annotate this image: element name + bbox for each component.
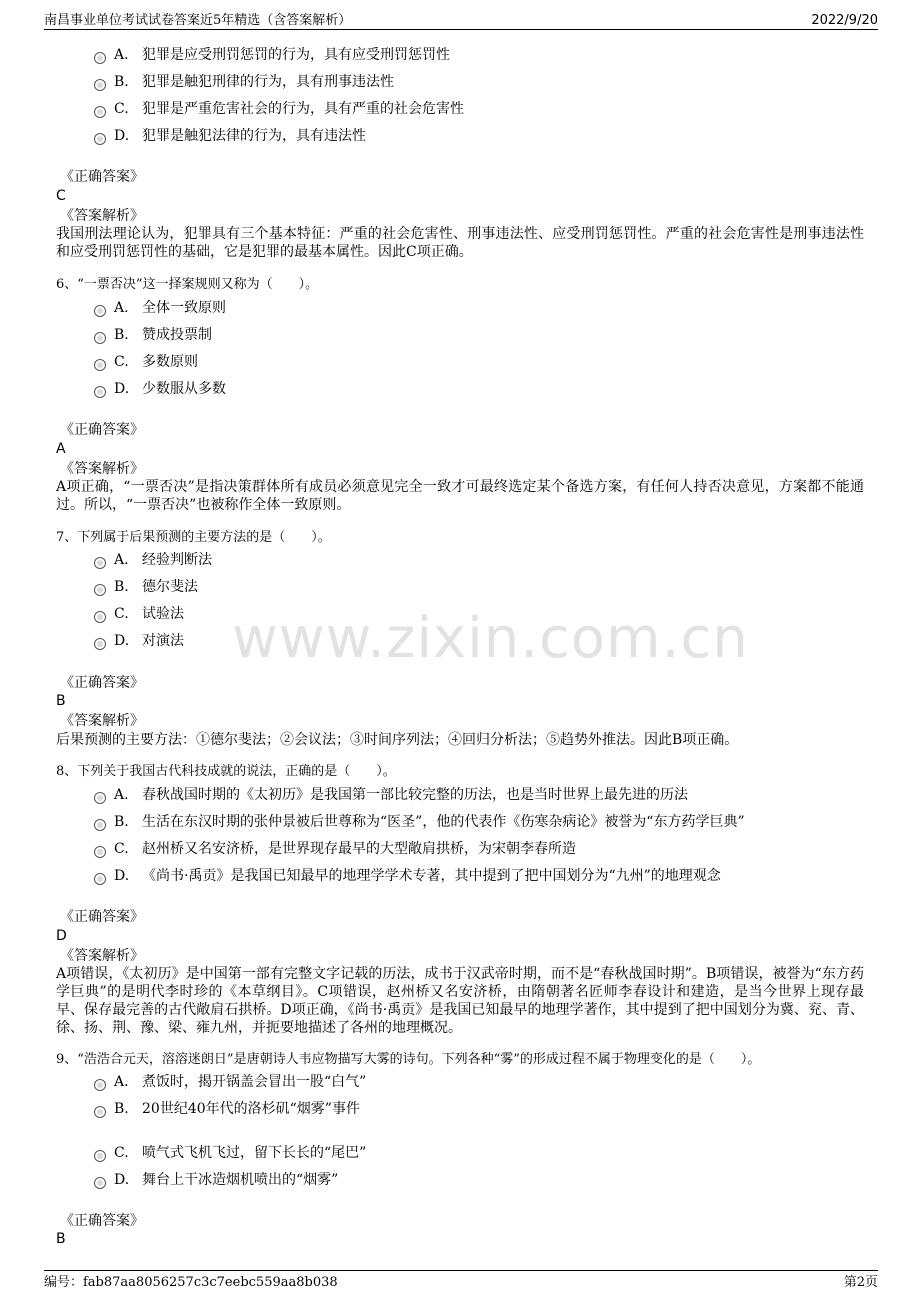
question-text: 9、“浩浩合元天，溶溶迷朗日”是唐朝诗人韦应物描写大雾的诗句。下列各种“雾”的形成过程不属于物理变化的是（ ）。: [56, 1052, 761, 1067]
option-c[interactable]: C. 试验法: [94, 602, 184, 626]
correct-answer-label: 《正确答案》: [60, 675, 144, 691]
option-d[interactable]: D. 犯罪是触犯法律的行为，具有违法性: [94, 124, 366, 148]
radio-icon[interactable]: [94, 1079, 106, 1091]
radio-icon[interactable]: [94, 133, 106, 145]
correct-answer-label: 《正确答案》: [60, 169, 144, 185]
watermark: www.zixin.com.cn: [232, 606, 749, 671]
analysis-text: A项错误，《太初历》是中国第一部有完整文字记载的历法，成书于汉武帝时期，而不是“春秋战国时期”。B项错误，被誉为“东方药学巨典”的是明代李时珍的《本草纲目》。C项错误，赵州桥又名安济桥，由隋朝著名匠师李春设计和建造，是当今世界上现存最早、保存最完善的古代敞肩石拱桥。D项正确，《尚书·禹贡》是我国已知最早的地理学著作，其中提到了把中国划分为冀、兖、青、徐、扬、荆、豫、梁、雍九州，并扼要地描述了各州的地理概况。: [56, 966, 864, 1036]
correct-answer: B: [56, 1231, 66, 1247]
option-b[interactable]: B. 20世纪40年代的洛杉矶“烟雾”事件: [94, 1097, 360, 1121]
analysis-text: 我国刑法理论认为，犯罪具有三个基本特征：严重的社会危害性、刑事违法性、应受刑罚惩罚性。严重的社会危害性是刑事违法性和应受刑罚惩罚性的基础，它是犯罪的最基本属性。因此C项正确。: [56, 226, 864, 260]
option-c[interactable]: C. 赵州桥又名安济桥，是世界现存最早的大型敞肩拱桥，为宋朝李春所造: [94, 837, 576, 861]
question-text: 7、下列属于后果预测的主要方法的是（ ）。: [56, 530, 331, 545]
option-b[interactable]: B. 德尔斐法: [94, 575, 198, 599]
option-c[interactable]: C. 喷气式飞机飞过，留下长长的“尾巴”: [94, 1141, 366, 1165]
radio-icon[interactable]: [94, 79, 106, 91]
radio-icon[interactable]: [94, 611, 106, 623]
radio-icon[interactable]: [94, 52, 106, 64]
radio-icon[interactable]: [94, 106, 106, 118]
document-date: 2022/9/20: [811, 13, 878, 28]
radio-icon[interactable]: [94, 638, 106, 650]
correct-answer: A: [56, 441, 66, 457]
option-a[interactable]: A. 犯罪是应受刑罚惩罚的行为，具有应受刑罚惩罚性: [94, 43, 450, 67]
analysis-label: 《答案解析》: [60, 461, 144, 477]
radio-icon[interactable]: [94, 873, 106, 885]
radio-icon[interactable]: [94, 332, 106, 344]
option-d[interactable]: D. 舞台上干冰造烟机喷出的“烟雾”: [94, 1168, 338, 1192]
radio-icon[interactable]: [94, 1177, 106, 1189]
radio-icon[interactable]: [94, 584, 106, 596]
document-code: 编号：fab87aa8056257c3c7eebc559aa8b038: [44, 1275, 338, 1290]
radio-icon[interactable]: [94, 305, 106, 317]
page-header: [44, 9, 878, 30]
correct-answer: D: [56, 928, 67, 944]
correct-answer-label: 《正确答案》: [60, 909, 144, 925]
correct-answer-label: 《正确答案》: [60, 422, 144, 438]
option-b[interactable]: B. 赞成投票制: [94, 323, 212, 347]
radio-icon[interactable]: [94, 792, 106, 804]
radio-icon[interactable]: [94, 1150, 106, 1162]
question-text: 6、“一票否决”这一择案规则又称为（ ）。: [56, 277, 319, 292]
radio-icon[interactable]: [94, 846, 106, 858]
option-a[interactable]: A. 春秋战国时期的《太初历》是我国第一部比较完整的历法，也是当时世界上最先进的历法: [94, 783, 688, 807]
option-a[interactable]: A. 全体一致原则: [94, 296, 226, 320]
radio-icon[interactable]: [94, 1106, 106, 1118]
page-number: 第2页: [843, 1275, 878, 1290]
page-footer: [44, 1270, 878, 1293]
correct-answer: B: [56, 693, 66, 709]
document-title: 南昌事业单位考试试卷答案近5年精选（含答案解析）: [44, 13, 352, 28]
analysis-label: 《答案解析》: [60, 713, 144, 729]
option-c[interactable]: C. 多数原则: [94, 350, 198, 374]
analysis-label: 《答案解析》: [60, 208, 144, 224]
radio-icon[interactable]: [94, 359, 106, 371]
option-c[interactable]: C. 犯罪是严重危害社会的行为，具有严重的社会危害性: [94, 97, 464, 121]
option-d[interactable]: D. 《尚书·禹贡》是我国已知最早的地理学学术专著，其中提到了把中国划分为“九州”的地理观念: [94, 864, 721, 888]
radio-icon[interactable]: [94, 386, 106, 398]
analysis-label: 《答案解析》: [60, 948, 144, 964]
correct-answer-label: 《正确答案》: [60, 1213, 144, 1229]
option-d[interactable]: D. 对演法: [94, 629, 184, 653]
option-b[interactable]: B. 犯罪是触犯刑律的行为，具有刑事违法性: [94, 70, 394, 94]
radio-icon[interactable]: [94, 557, 106, 569]
option-a[interactable]: A. 煮饭时，揭开锅盖会冒出一股“白气”: [94, 1070, 366, 1094]
question-text: 8、下列关于我国古代科技成就的说法，正确的是（ ）。: [56, 764, 396, 779]
option-b[interactable]: B. 生活在东汉时期的张仲景被后世尊称为“医圣”，他的代表作《伤寒杂病论》被誉为“东方药学巨典”: [94, 810, 745, 834]
analysis-text: A项正确，“一票否决”是指决策群体所有成员必须意见完全一致才可最终选定某个备选方案，有任何人持否决意见，方案都不能通过。所以，“一票否决”也被称作全体一致原则。: [56, 479, 864, 513]
radio-icon[interactable]: [94, 819, 106, 831]
analysis-text: 后果预测的主要方法：①德尔斐法；②会议法；③时间序列法；④回归分析法；⑤趋势外推法。因此B项正确。: [56, 732, 739, 748]
option-d[interactable]: D. 少数服从多数: [94, 377, 226, 401]
option-a[interactable]: A. 经验判断法: [94, 548, 212, 572]
correct-answer: C: [56, 188, 66, 204]
